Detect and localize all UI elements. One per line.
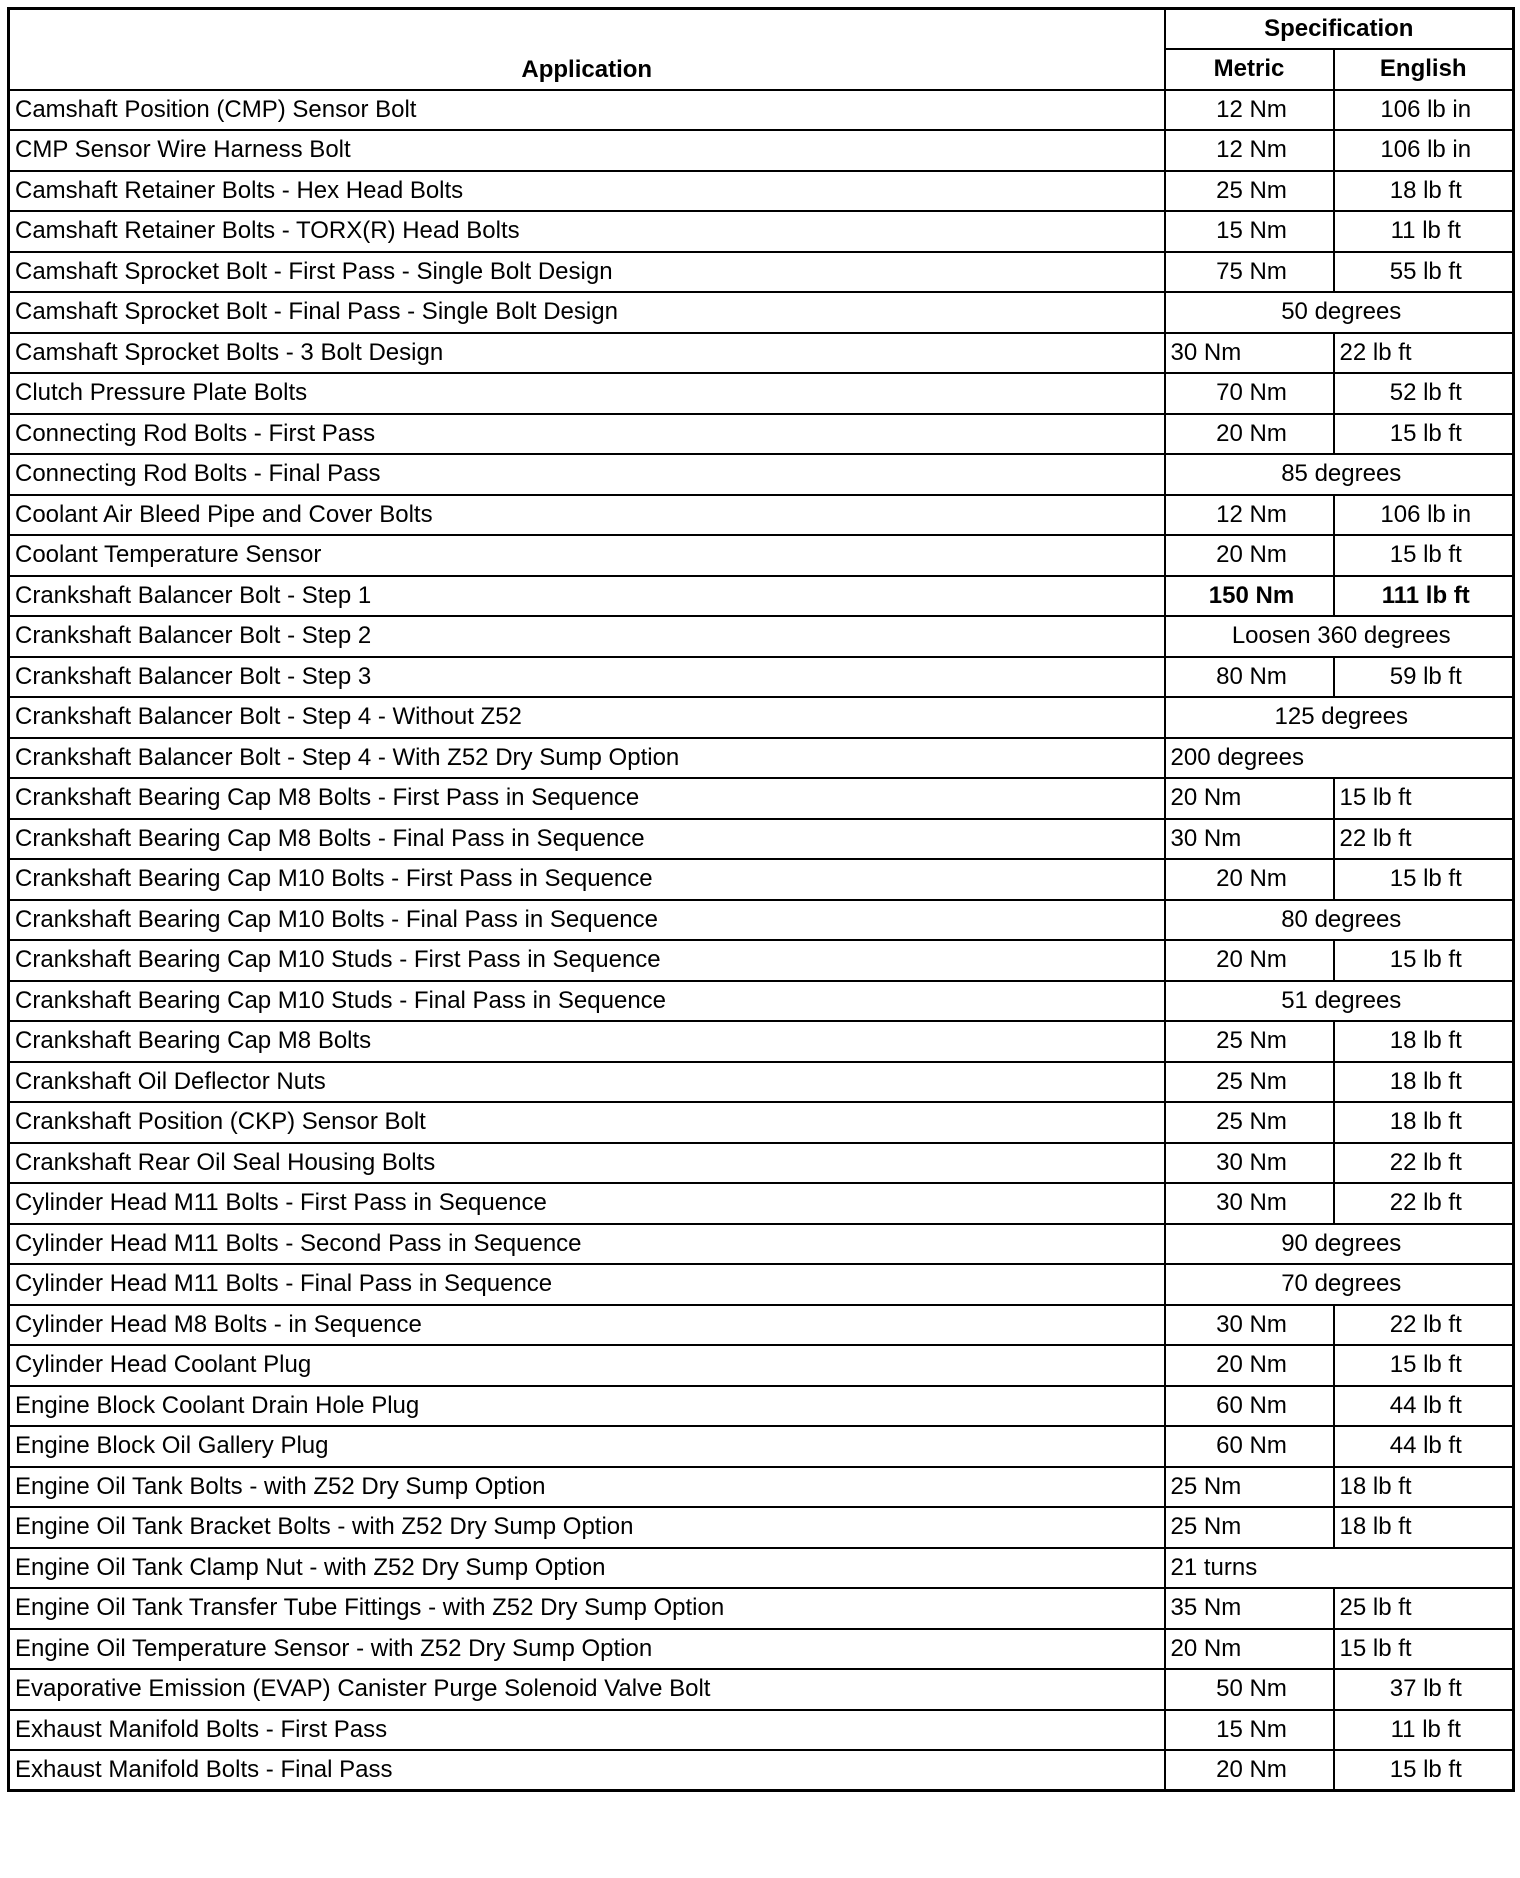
application-cell: Engine Block Oil Gallery Plug <box>9 1426 1165 1467</box>
specification-cell: 70 degrees <box>1165 1264 1514 1305</box>
table-row <box>9 373 1514 414</box>
english-cell: 15 lb ft <box>1334 1629 1514 1670</box>
application-cell: Coolant Temperature Sensor <box>9 535 1165 576</box>
application-cell: Engine Oil Tank Bolts - with Z52 Dry Sump Option <box>9 1467 1165 1508</box>
application-cell: Engine Oil Tank Transfer Tube Fittings - with Z52 Dry Sump Option <box>9 1588 1165 1629</box>
specification-cell: 50 degrees <box>1165 292 1514 333</box>
table-header <box>9 9 1514 90</box>
application-cell: Camshaft Sprocket Bolts - 3 Bolt Design <box>9 333 1165 374</box>
metric-cell: 20 Nm <box>1165 535 1334 576</box>
metric-cell: 35 Nm <box>1165 1588 1334 1629</box>
table-row <box>9 940 1514 981</box>
application-cell: Crankshaft Bearing Cap M10 Studs - First Pass in Sequence <box>9 940 1165 981</box>
table-row <box>9 576 1514 617</box>
english-cell: 18 lb ft <box>1334 1467 1514 1508</box>
metric-cell: 15 Nm <box>1165 211 1334 252</box>
table-row <box>9 130 1514 171</box>
application-cell: Engine Oil Temperature Sensor - with Z52 Dry Sump Option <box>9 1629 1165 1670</box>
english-cell: 44 lb ft <box>1334 1386 1514 1427</box>
application-cell: Crankshaft Bearing Cap M10 Bolts - First Pass in Sequence <box>9 859 1165 900</box>
metric-cell: 60 Nm <box>1165 1386 1334 1427</box>
table-row <box>9 292 1514 333</box>
table-row <box>9 738 1514 779</box>
metric-cell: 25 Nm <box>1165 1021 1334 1062</box>
table-row <box>9 1629 1514 1670</box>
application-cell: Crankshaft Bearing Cap M8 Bolts - Final Pass in Sequence <box>9 819 1165 860</box>
table-row <box>9 495 1514 536</box>
table-row <box>9 981 1514 1022</box>
english-cell: 22 lb ft <box>1334 1183 1514 1224</box>
header-row-top <box>9 9 1514 50</box>
table-row <box>9 778 1514 819</box>
table-row <box>9 1345 1514 1386</box>
application-cell: Engine Oil Tank Bracket Bolts - with Z52 Dry Sump Option <box>9 1507 1165 1548</box>
english-cell: 18 lb ft <box>1334 1507 1514 1548</box>
english-cell: 59 lb ft <box>1334 657 1514 698</box>
specification-cell: 200 degrees <box>1165 738 1514 779</box>
metric-cell: 12 Nm <box>1165 495 1334 536</box>
application-cell: Camshaft Position (CMP) Sensor Bolt <box>9 90 1165 131</box>
english-cell: 18 lb ft <box>1334 171 1514 212</box>
english-column-header: English <box>1334 49 1514 90</box>
metric-cell: 20 Nm <box>1165 778 1334 819</box>
metric-cell: 70 Nm <box>1165 373 1334 414</box>
english-cell: 11 lb ft <box>1334 211 1514 252</box>
english-cell: 15 lb ft <box>1334 940 1514 981</box>
metric-cell: 25 Nm <box>1165 1507 1334 1548</box>
english-cell: 37 lb ft <box>1334 1669 1514 1710</box>
table-row <box>9 414 1514 455</box>
table-row <box>9 211 1514 252</box>
metric-cell: 75 Nm <box>1165 252 1334 293</box>
table-row <box>9 1710 1514 1751</box>
application-cell: Crankshaft Bearing Cap M10 Studs - Final Pass in Sequence <box>9 981 1165 1022</box>
specification-cell: Loosen 360 degrees <box>1165 616 1514 657</box>
application-cell: Crankshaft Bearing Cap M8 Bolts <box>9 1021 1165 1062</box>
metric-cell: 30 Nm <box>1165 1183 1334 1224</box>
table-row <box>9 859 1514 900</box>
application-column-header: Application <box>9 9 1165 90</box>
application-cell: Cylinder Head M11 Bolts - Final Pass in Sequence <box>9 1264 1165 1305</box>
metric-cell: 12 Nm <box>1165 130 1334 171</box>
english-cell: 22 lb ft <box>1334 1143 1514 1184</box>
metric-cell: 30 Nm <box>1165 819 1334 860</box>
application-cell: Crankshaft Position (CKP) Sensor Bolt <box>9 1102 1165 1143</box>
table-row <box>9 1062 1514 1103</box>
application-cell: Crankshaft Rear Oil Seal Housing Bolts <box>9 1143 1165 1184</box>
application-cell: Camshaft Sprocket Bolt - Final Pass - Single Bolt Design <box>9 292 1165 333</box>
application-cell: CMP Sensor Wire Harness Bolt <box>9 130 1165 171</box>
english-cell: 111 lb ft <box>1334 576 1514 617</box>
application-cell: Camshaft Retainer Bolts - Hex Head Bolts <box>9 171 1165 212</box>
table-row <box>9 1305 1514 1346</box>
metric-cell: 30 Nm <box>1165 333 1334 374</box>
metric-cell: 20 Nm <box>1165 414 1334 455</box>
table-row <box>9 1102 1514 1143</box>
application-cell: Crankshaft Balancer Bolt - Step 3 <box>9 657 1165 698</box>
metric-cell: 20 Nm <box>1165 1750 1334 1791</box>
application-cell: Crankshaft Balancer Bolt - Step 4 - With Z52 Dry Sump Option <box>9 738 1165 779</box>
table-row <box>9 454 1514 495</box>
metric-cell: 60 Nm <box>1165 1426 1334 1467</box>
metric-cell: 20 Nm <box>1165 1345 1334 1386</box>
english-cell: 15 lb ft <box>1334 535 1514 576</box>
application-cell: Clutch Pressure Plate Bolts <box>9 373 1165 414</box>
english-cell: 25 lb ft <box>1334 1588 1514 1629</box>
specification-cell: 90 degrees <box>1165 1224 1514 1265</box>
english-cell: 11 lb ft <box>1334 1710 1514 1751</box>
table-row <box>9 333 1514 374</box>
application-cell: Exhaust Manifold Bolts - Final Pass <box>9 1750 1165 1791</box>
table-row <box>9 616 1514 657</box>
english-cell: 15 lb ft <box>1334 414 1514 455</box>
metric-cell: 20 Nm <box>1165 1629 1334 1670</box>
application-cell: Cylinder Head M11 Bolts - Second Pass in Sequence <box>9 1224 1165 1265</box>
metric-column-header: Metric <box>1165 49 1334 90</box>
metric-cell: 15 Nm <box>1165 1710 1334 1751</box>
table-row <box>9 535 1514 576</box>
application-cell: Evaporative Emission (EVAP) Canister Purge Solenoid Valve Bolt <box>9 1669 1165 1710</box>
english-cell: 22 lb ft <box>1334 333 1514 374</box>
table-row <box>9 1183 1514 1224</box>
english-cell: 15 lb ft <box>1334 1750 1514 1791</box>
table-body <box>9 90 1514 1791</box>
metric-cell: 80 Nm <box>1165 657 1334 698</box>
specification-cell: 21 turns <box>1165 1548 1514 1589</box>
english-cell: 15 lb ft <box>1334 778 1514 819</box>
specification-cell: 125 degrees <box>1165 697 1514 738</box>
application-cell: Cylinder Head Coolant Plug <box>9 1345 1165 1386</box>
specification-cell: 51 degrees <box>1165 981 1514 1022</box>
table-row <box>9 1426 1514 1467</box>
application-cell: Engine Oil Tank Clamp Nut - with Z52 Dry Sump Option <box>9 1548 1165 1589</box>
metric-cell: 20 Nm <box>1165 859 1334 900</box>
english-cell: 106 lb in <box>1334 90 1514 131</box>
metric-cell: 50 Nm <box>1165 1669 1334 1710</box>
english-cell: 52 lb ft <box>1334 373 1514 414</box>
english-cell: 106 lb in <box>1334 130 1514 171</box>
table-row <box>9 1143 1514 1184</box>
application-cell: Crankshaft Balancer Bolt - Step 4 - Without Z52 <box>9 697 1165 738</box>
application-cell: Exhaust Manifold Bolts - First Pass <box>9 1710 1165 1751</box>
application-cell: Cylinder Head M11 Bolts - First Pass in Sequence <box>9 1183 1165 1224</box>
english-cell: 55 lb ft <box>1334 252 1514 293</box>
application-cell: Crankshaft Bearing Cap M8 Bolts - First Pass in Sequence <box>9 778 1165 819</box>
metric-cell: 12 Nm <box>1165 90 1334 131</box>
english-cell: 18 lb ft <box>1334 1062 1514 1103</box>
table-row <box>9 1021 1514 1062</box>
specification-group-header: Specification <box>1165 9 1514 50</box>
application-cell: Crankshaft Bearing Cap M10 Bolts - Final Pass in Sequence <box>9 900 1165 941</box>
table-row <box>9 1386 1514 1427</box>
english-cell: 106 lb in <box>1334 495 1514 536</box>
application-cell: Camshaft Sprocket Bolt - First Pass - Single Bolt Design <box>9 252 1165 293</box>
table-row <box>9 1507 1514 1548</box>
application-cell: Cylinder Head M8 Bolts - in Sequence <box>9 1305 1165 1346</box>
table-row <box>9 657 1514 698</box>
english-cell: 15 lb ft <box>1334 1345 1514 1386</box>
application-cell: Crankshaft Balancer Bolt - Step 1 <box>9 576 1165 617</box>
english-cell: 18 lb ft <box>1334 1021 1514 1062</box>
english-cell: 15 lb ft <box>1334 859 1514 900</box>
application-cell: Engine Block Coolant Drain Hole Plug <box>9 1386 1165 1427</box>
metric-cell: 25 Nm <box>1165 1467 1334 1508</box>
fastener-torque-table <box>7 7 1515 1792</box>
application-cell: Camshaft Retainer Bolts - TORX(R) Head Bolts <box>9 211 1165 252</box>
table-row <box>9 90 1514 131</box>
torque-spec-sheet <box>7 7 1512 1792</box>
metric-cell: 25 Nm <box>1165 1102 1334 1143</box>
specification-cell: 85 degrees <box>1165 454 1514 495</box>
metric-cell: 150 Nm <box>1165 576 1334 617</box>
table-row <box>9 1548 1514 1589</box>
metric-cell: 25 Nm <box>1165 1062 1334 1103</box>
english-cell: 18 lb ft <box>1334 1102 1514 1143</box>
table-row <box>9 1264 1514 1305</box>
table-row <box>9 697 1514 738</box>
application-cell: Connecting Rod Bolts - First Pass <box>9 414 1165 455</box>
table-row <box>9 171 1514 212</box>
table-row <box>9 900 1514 941</box>
english-cell: 44 lb ft <box>1334 1426 1514 1467</box>
metric-cell: 30 Nm <box>1165 1143 1334 1184</box>
english-cell: 22 lb ft <box>1334 1305 1514 1346</box>
table-row <box>9 1224 1514 1265</box>
application-cell: Crankshaft Balancer Bolt - Step 2 <box>9 616 1165 657</box>
metric-cell: 20 Nm <box>1165 940 1334 981</box>
application-cell: Crankshaft Oil Deflector Nuts <box>9 1062 1165 1103</box>
table-row <box>9 1669 1514 1710</box>
application-cell: Connecting Rod Bolts - Final Pass <box>9 454 1165 495</box>
table-row <box>9 819 1514 860</box>
english-cell: 22 lb ft <box>1334 819 1514 860</box>
table-row <box>9 1467 1514 1508</box>
table-row <box>9 1588 1514 1629</box>
application-cell: Coolant Air Bleed Pipe and Cover Bolts <box>9 495 1165 536</box>
metric-cell: 25 Nm <box>1165 171 1334 212</box>
specification-cell: 80 degrees <box>1165 900 1514 941</box>
table-row <box>9 252 1514 293</box>
table-row <box>9 1750 1514 1791</box>
metric-cell: 30 Nm <box>1165 1305 1334 1346</box>
